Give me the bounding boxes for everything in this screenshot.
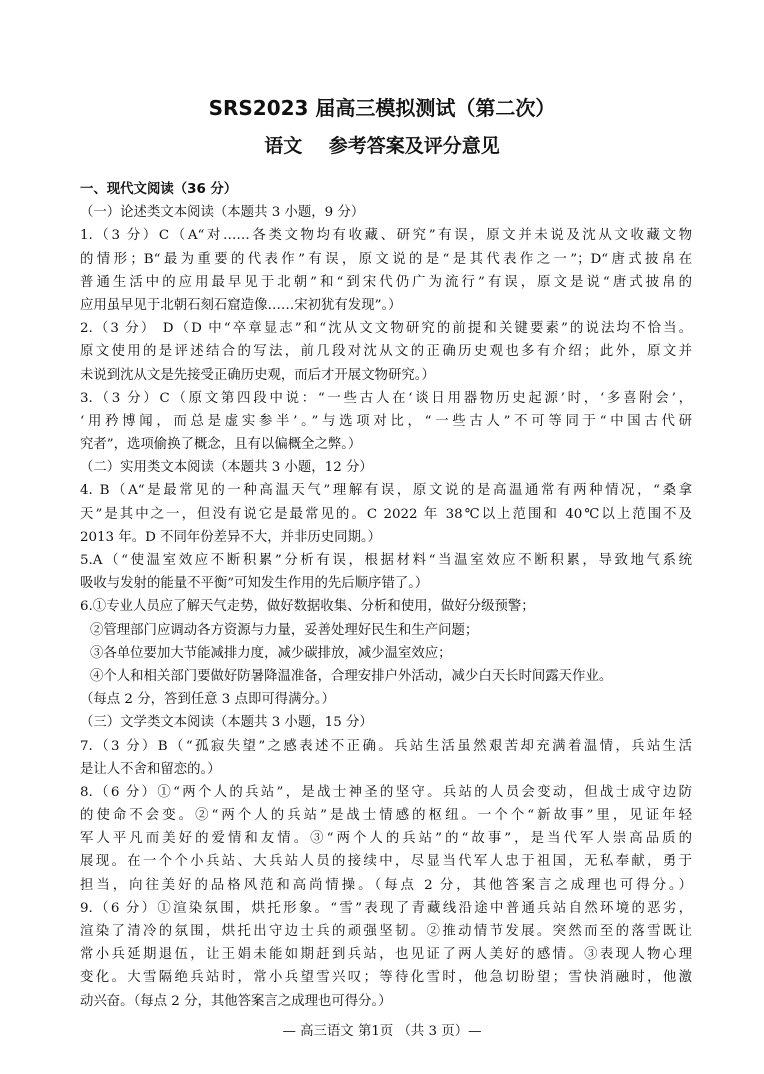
text-line: 7.（3 分）B（“孤寂失望”之感表述不正确。兵站生活虽然艰苦却充满着温情，兵站生活 <box>80 738 692 754</box>
text-line: 5.A（“使温室效应不断积累”分析有误，根据材料“当温室效应不断积累，导致地气系统 <box>80 553 692 568</box>
text-line: ③各单位要加大节能减排力度，减少碳排放，减少温室效应； <box>90 645 452 661</box>
text-line: ④个人和相关部门要做好防暑降温准备，合理安排户外活动，减少白天长时间露天作业。 <box>90 668 613 684</box>
text-line: 2013 年。D 不同年份差异不大，并非历史同期。） <box>80 529 382 545</box>
text-line: 天”是其中之一，但没有说它是最常见的。C 2022 年 38℃以上范围和 40℃以上范围不及 <box>80 506 692 522</box>
text-line: 普通生活中的应用最早见于北朝”和“到宋代仍广为流行”有误，原文是说“唐式披帛的 <box>80 274 692 290</box>
text-line: 4. B（A“是最常见的一种高温天气”理解有误，原文说的是高温通常有两种情况，“桑拿 <box>80 483 692 499</box>
text-line: 9.（6 分）①渲染氛围，烘托形象。“雪”表现了青藏线沿途中普通兵站自然环境的恶劣， <box>80 900 692 916</box>
text-line: 变化。大雪隔绝兵站时，常小兵望雪兴叹；等待化雪时，他急切盼望；雪快消融时，他激 <box>80 970 692 986</box>
text-line: 究者”，选项偷换了概念，且有以偏概全之弊。） <box>80 437 362 453</box>
text-line: 2.（3 分） D（D 中“卒章显志”和“沈从文文物研究的前提和关键要素”的说法均不恰当。 <box>80 321 692 337</box>
page-footer: — 高三语文 第1页 （共 3 页）— <box>282 1024 482 1039</box>
text-line: 未说到沈从文是先接受正确历史观，而后才开展文物研究。） <box>80 367 435 383</box>
text-line: 的使命不会变。②“两个人的兵站”是战士情感的枢纽。一个个“新故事”里，见证年轻 <box>80 808 692 824</box>
text-line: （一）论述类文本阅读（本题共 3 小题，9 分） <box>80 205 365 221</box>
text-line: （三）文学类文本阅读（本题共 3 小题，15 分） <box>80 715 373 731</box>
text-line: 渲染了清冷的氛围，烘托出守边士兵的顽强坚韧。②推动情节发展。突然而至的落雪既让 <box>80 924 692 939</box>
text-line: 应用虽早见于北朝石刻石窟造像……宋初犹有发现”。） <box>80 297 402 313</box>
text-line: 军人平凡而美好的爱情和友情。③“两个人的兵站”的“故事”，是当代军人崇高品质的 <box>80 831 692 847</box>
text-line: 原文使用的是评述结合的写法，前几段对沈从文的正确历史观也多有介绍；此外，原文并 <box>80 344 692 360</box>
text-line: 3.（3 分）C（原文第四段中说：“一些古人在‘谈日用器物历史起源’时，‘多喜附会’， <box>80 390 692 406</box>
text-line: 是让人不舍和留恋的。） <box>80 761 221 777</box>
text-line: 展现。在一个个小兵站、大兵站人员的接续中，尽显当代军人忠于祖国，无私奉献，勇于 <box>80 854 692 870</box>
text-line: 1.（3 分）C（A“对……各类文物均有收藏、研究”有误，原文并未说及沈从文收藏文物 <box>80 228 692 244</box>
text-line: 吸收与发射的能量不平衡”可知发生作用的先后顺序错了。） <box>80 576 429 592</box>
text-line: 担当，向往美好的品格风范和高尚情操。（每点 2 分，其他答案言之成理也可得分。） <box>80 877 692 893</box>
answer-body <box>80 178 692 1013</box>
page-title: SRS2023 届高三模拟测试（第二次） <box>208 96 556 120</box>
text-line: 的情形；B“最为重要的代表作”有误，原文说的是“是其代表作之一”；D“唐式披帛在 <box>80 251 692 267</box>
text-line: ‘用矜博闻，而总是虚实参半’。”与选项对比，“一些古人”不可等同于“中国古代研 <box>80 413 692 429</box>
text-line: 8.（6 分）①“两个人的兵站”，是战士神圣的坚守。兵站的人员会变动，但战士成守边防 <box>80 784 692 800</box>
page-subtitle: 语文 参考答案及评分意见 <box>264 135 500 157</box>
text-line: 动兴奋。（每点 2 分，其他答案言之成理也可得分。） <box>80 993 392 1009</box>
text-line: 6.①专业人员应了解天气走势，做好数据收集、分析和使用，做好分级预警； <box>80 599 535 615</box>
section-heading: 一、现代文阅读（36 分） <box>80 182 238 197</box>
text-line: 常小兵延期退伍，让王娟未能如期赶到兵站，也见证了两人美好的感情。③表现人物心理 <box>80 947 692 963</box>
text-line: ②管理部门应调动各方资源与力量，妥善处理好民生和生产问题； <box>90 622 479 638</box>
text-line: （每点 2 分，答到任意 3 点即可得满分。） <box>80 692 336 708</box>
text-line: （二）实用类文本阅读（本题共 3 小题，12 分） <box>80 460 373 476</box>
